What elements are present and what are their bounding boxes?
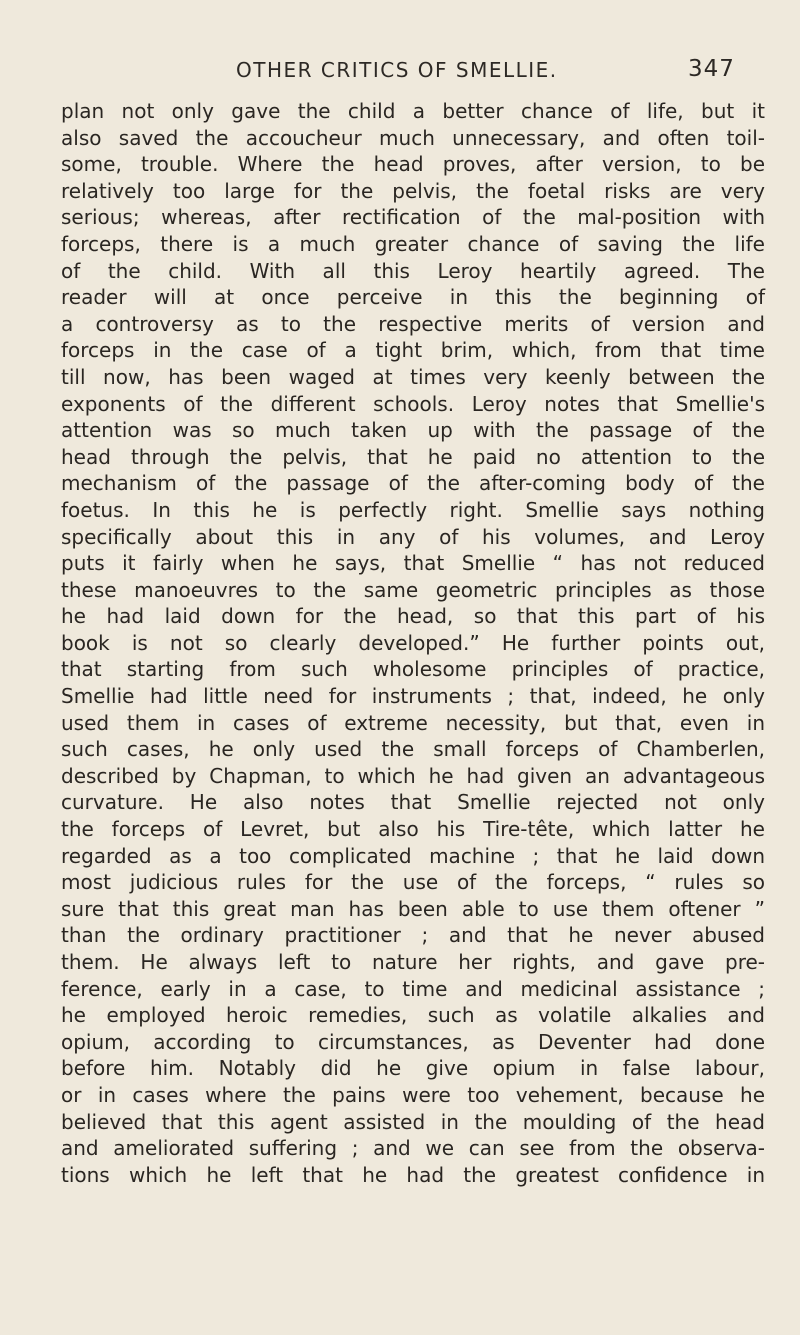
page-number: 347: [688, 56, 735, 82]
text-line: also saved the accoucheur much unnecessary, and often toil-: [61, 125, 765, 150]
text-line: forceps in the case of a tight brim, which, from that time: [61, 338, 765, 363]
running-head: [236, 58, 756, 88]
text-line: believed that this agent assisted in the moulding of the head: [61, 1109, 765, 1134]
text-line: till now, has been waged at times very keenly between the: [61, 364, 765, 389]
text-line: or in cases where the pains were too vehement, because he: [61, 1082, 765, 1107]
text-line: a controversy as to the respective merits of version and: [61, 311, 765, 336]
body-text: [61, 98, 765, 1188]
text-line: ference, early in a case, to time and medicinal assistance ;: [61, 976, 765, 1001]
text-line: of the child. With all this Leroy heartily agreed. The: [61, 258, 765, 283]
text-line: exponents of the different schools. Leroy notes that Smellie's: [61, 391, 765, 416]
text-line: he employed heroic remedies, such as volatile alkalies and: [61, 1003, 765, 1028]
text-line: the forceps of Levret, but also his Tire-tête, which latter he: [61, 817, 765, 842]
text-line: tions which he left that he had the greatest confidence in: [61, 1162, 765, 1187]
text-line: serious; whereas, after rectification of the mal-position with: [61, 205, 765, 230]
text-line: Smellie had little need for instruments ; that, indeed, he only: [61, 684, 765, 709]
text-line: specifically about this in any of his volumes, and Leroy: [61, 524, 765, 549]
text-line: forceps, there is a much greater chance of saving the life: [61, 231, 765, 256]
text-line: opium, according to circumstances, as Deventer had done: [61, 1029, 765, 1054]
text-line: some, trouble. Where the head proves, after version, to be: [61, 152, 765, 177]
text-line: used them in cases of extreme necessity, but that, even in: [61, 710, 765, 735]
text-line: he had laid down for the head, so that this part of his: [61, 604, 765, 629]
text-line: sure that this great man has been able to use them oftener ”: [61, 896, 765, 921]
text-line: puts it fairly when he says, that Smellie “ has not reduced: [61, 551, 765, 576]
text-line: than the ordinary practitioner ; and that he never abused: [61, 923, 765, 948]
text-line: plan not only gave the child a better chance of life, but it: [61, 99, 765, 123]
text-line: regarded as a too complicated machine ; that he laid down: [61, 843, 765, 868]
text-line: these manoeuvres to the same geometric principles as those: [61, 577, 765, 602]
text-line: head through the pelvis, that he paid no attention to the: [61, 444, 765, 469]
text-line: mechanism of the passage of the after-coming body of the: [61, 471, 765, 496]
text-line: them. He always left to nature her rights, and gave pre-: [61, 950, 765, 974]
text-line: attention was so much taken up with the passage of the: [61, 418, 765, 443]
text-line: described by Chapman, to which he had given an advantageous: [61, 763, 765, 788]
text-line: most judicious rules for the use of the forceps, “ rules so: [61, 870, 765, 895]
text-line: that starting from such wholesome principles of practice,: [61, 657, 765, 682]
text-line: curvature. He also notes that Smellie rejected not only: [61, 790, 765, 815]
text-line: reader will at once perceive in this the beginning of: [61, 285, 765, 310]
text-line: such cases, he only used the small forceps of Chamberlen,: [61, 737, 765, 762]
text-line: book is not so clearly developed.” He further points out,: [61, 630, 765, 655]
text-line: relatively too large for the pelvis, the foetal risks are very: [61, 178, 765, 203]
text-line: and ameliorated suffering ; and we can see from the observa-: [61, 1136, 765, 1161]
text-line: before him. Notably did he give opium in false labour,: [61, 1056, 765, 1081]
text-line: foetus. In this he is perfectly right. Smellie says nothing: [61, 497, 765, 522]
running-title: OTHER CRITICS OF SMELLIE.: [236, 58, 558, 82]
